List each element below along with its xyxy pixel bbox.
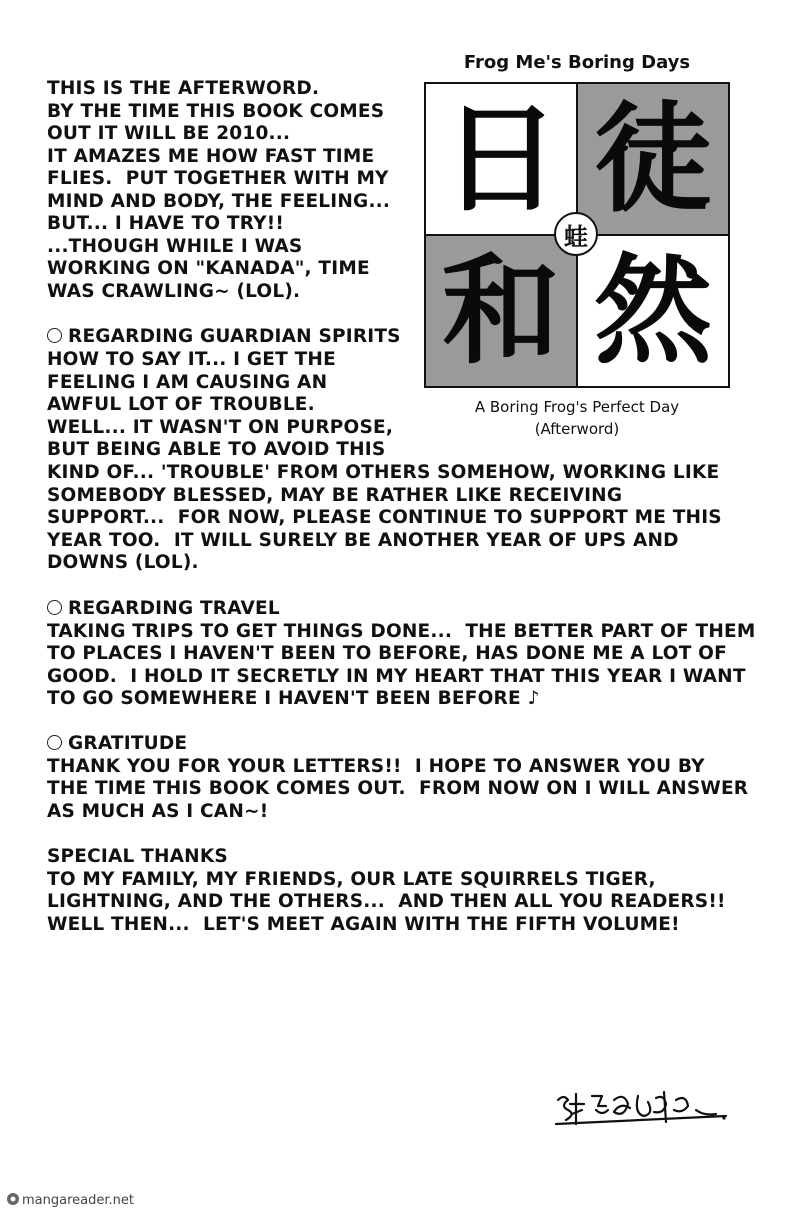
intro-paragraph: THIS IS THE AFTERWORD. BY THE TIME THIS BOOK COMES OUT IT WILL BE 2010... IT AMAZES ME HOW FAST TIME FLIES. PUT TOGETHER WITH MY MIND AND BODY, THE FEELING... BUT... I HAVE TO TRY!! ...THOUGH WHILE I WAS WORKING ON "KANADA", TIME WAS CRAWLING~ (LOL). (47, 78, 391, 302)
quadrant-top-left (426, 84, 576, 234)
quadrant-top-right (578, 84, 728, 234)
author-signature (552, 1080, 732, 1130)
frog-kanji-badge: 蛙 (554, 212, 598, 256)
kanji-bottom-left: 和 (441, 242, 560, 380)
travel-heading: REGARDING TRAVEL (68, 598, 280, 619)
circle-bullet-icon (47, 735, 62, 750)
kanji-bottom-right: 然 (593, 242, 712, 380)
travel-paragraph: TAKING TRIPS TO GET THINGS DONE... THE BETTER PART OF THEM TO PLACES I HAVEN'T BEEN TO BEFORE, HAS DONE ME A LOT OF GOOD. I HOLD IT SECRETLY IN MY HEART THAT THIS YEAR I WANT TO GO SOMEWHERE I HAVEN'T BEEN BEFORE ♪ (47, 620, 756, 709)
guardian-paragraph-full: KIND OF... 'TROUBLE' FROM OTHERS SOMEHOW, WORKING LIKE SOMEBODY BLESSED, MAY BE RATHER LIKE RECEIVING SUPPORT... FOR NOW, PLEASE CONTINUE TO SUPPORT ME THIS YEAR TOO. IT WILL SURELY BE ANOTHER YEAR OF UPS AND DOWNS (LOL). (47, 462, 722, 573)
guardian-heading-text: REGARDING GUARDIAN SPIRITS (68, 326, 401, 347)
circle-bullet-icon (47, 600, 62, 615)
kanji-top-left: 日 (441, 90, 560, 228)
travel-section (47, 598, 755, 711)
quadrant-bottom-left (426, 236, 576, 386)
box-header: Frog Me's Boring Days (463, 52, 691, 73)
special-thanks-paragraph: SPECIAL THANKS TO MY FAMILY, MY FRIENDS, OUR LATE SQUIRRELS TIGER, LIGHTNING, AND THE OTHERS... AND THEN ALL YOU READERS!! WELL THEN... LET'S MEET AGAIN WITH THE FIFTH VOLUME! (47, 846, 726, 935)
watermark (6, 1192, 134, 1208)
guardian-heading (47, 326, 401, 349)
watermark-logo-icon (6, 1192, 20, 1206)
kanji-top-right: 徒 (593, 90, 712, 228)
quadrant-bottom-right (578, 236, 728, 386)
gratitude-paragraph: THANK YOU FOR YOUR LETTERS!! I HOPE TO ANSWER YOU BY THE TIME THIS BOOK COMES OUT. FROM NOW ON I WILL ANSWER AS MUCH AS I CAN~! (47, 755, 749, 822)
caption-line-2: (Afterword) (534, 420, 620, 438)
title-kanji-box (424, 82, 730, 388)
guardian-paragraph-left: HOW TO SAY IT... I GET THE FEELING I AM CAUSING AN AWFUL LOT OF TROUBLE. WELL... IT WASN'T ON PURPOSE, BUT BEING ABLE TO AVOID THIS (47, 349, 394, 460)
box-caption (424, 396, 730, 440)
watermark-text: mangareader.net (22, 1193, 134, 1208)
circle-bullet-icon (47, 328, 62, 343)
gratitude-section (47, 733, 748, 823)
caption-line-1: A Boring Frog's Perfect Day (474, 398, 680, 416)
gratitude-heading: GRATITUDE (68, 733, 188, 754)
